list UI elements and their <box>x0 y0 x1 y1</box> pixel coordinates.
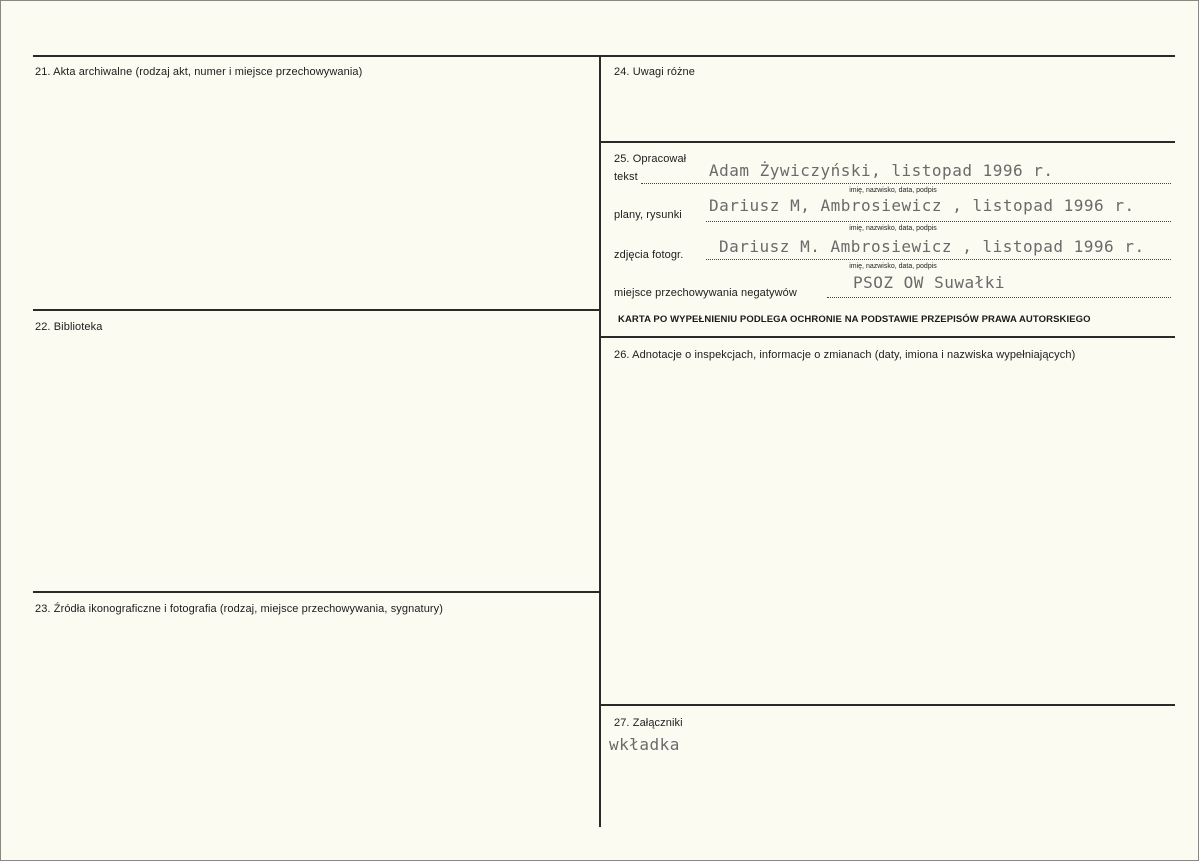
tekst-dotted-line <box>641 183 1171 184</box>
plany-caption: imię, nazwisko, data, podpis <box>849 225 937 232</box>
plany-label: plany, rysunki <box>614 209 682 221</box>
section-26-label: 26. Adnotacje o inspekcjach, informacje o zmianach (daty, imiona i nazwiska wypełniających) <box>614 349 1076 361</box>
zdjecia-value: Dariusz M. Ambrosiewicz , listopad 1996 r. <box>719 237 1145 256</box>
center-divider <box>599 55 601 827</box>
rule-25-26 <box>601 336 1175 338</box>
copyright-notice: KARTA PO WYPEŁNIENIU PODLEGA OCHRONIE NA PODSTAWIE PRZEPISÓW PRAWA AUTORSKIEGO <box>618 314 1091 325</box>
section-25-heading: 25. Opracował <box>614 153 687 165</box>
section-27-label: 27. Załączniki <box>614 717 683 729</box>
tekst-label: tekst <box>614 171 638 183</box>
section-23-label: 23. Źródła ikonograficzne i fotografia (rodzaj, miejsce przechowywania, sygnatury) <box>35 603 444 615</box>
negatywy-dotted-line <box>827 297 1171 298</box>
rule-24-25 <box>601 141 1175 143</box>
top-rule-right <box>601 55 1175 57</box>
section-21-label: 21. Akta archiwalne (rodzaj akt, numer i miejsce przechowywania) <box>35 66 363 78</box>
plany-value: Dariusz M, Ambrosiewicz , listopad 1996 r. <box>709 196 1135 215</box>
zdjecia-caption: imię, nazwisko, data, podpis <box>849 263 937 270</box>
tekst-value: Adam Żywiczyński, listopad 1996 r. <box>709 161 1054 180</box>
rule-22-23 <box>33 591 599 593</box>
section-22-label: 22. Biblioteka <box>35 321 103 333</box>
tekst-caption: imię, nazwisko, data, podpis <box>849 187 937 194</box>
negatywy-value: PSOZ OW Suwałki <box>853 273 1005 292</box>
rule-26-27 <box>601 704 1175 706</box>
negatywy-label: miejsce przechowywania negatywów <box>614 287 797 299</box>
plany-dotted-line <box>706 221 1171 222</box>
section-24-label: 24. Uwagi różne <box>614 66 695 78</box>
top-rule-left <box>33 55 599 57</box>
zdjecia-dotted-line <box>706 259 1171 260</box>
rule-21-22 <box>33 309 599 311</box>
zdjecia-label: zdjęcia fotogr. <box>614 249 684 261</box>
attachments-value: wkładka <box>609 735 680 754</box>
